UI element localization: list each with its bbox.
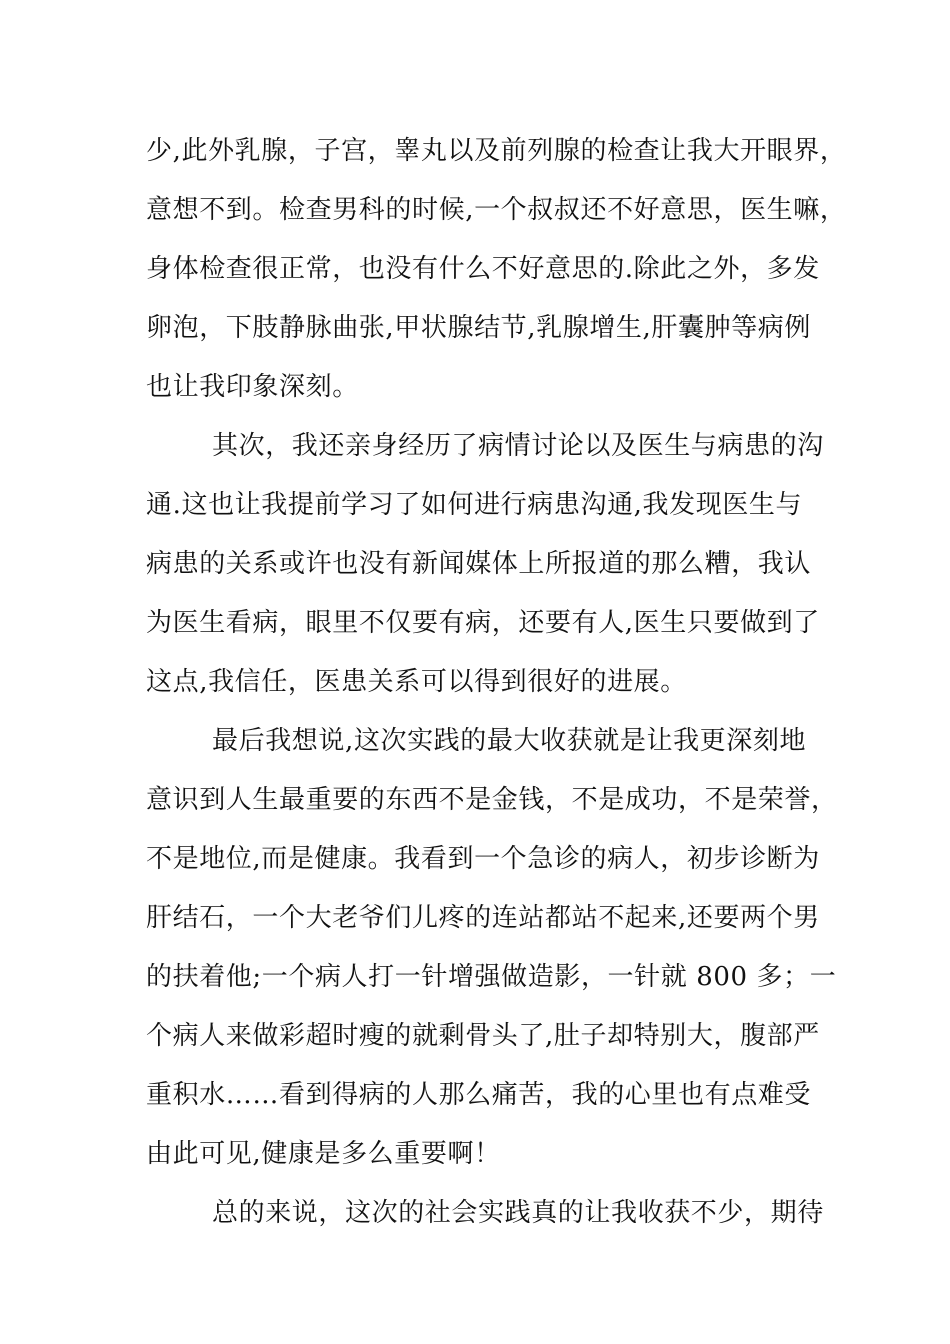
text-line: 由此可见,健康是多么重要啊！ (146, 1139, 501, 1169)
text-line: 为医生看病，眼里不仅要有病，还要有人,医生只要做到了 (146, 608, 820, 638)
text-line: 这点,我信任，医患关系可以得到很好的进展。 (146, 667, 687, 697)
paragraph-first-line: 最后我想说,这次实践的最大收获就是让我更深刻地 (212, 726, 807, 756)
text-line: 意识到人生最重要的东西不是金钱，不是成功，不是荣誉， (146, 785, 838, 815)
text-line: 身体检查很正常，也没有什么不好意思的.除此之外，多发 (146, 254, 820, 284)
text-line: 意想不到。检查男科的时候,一个叔叔还不好意思，医生嘛， (146, 195, 847, 225)
text-line: 肝结石，一个大老爷们儿疼的连站都站不起来,还要两个男 (146, 903, 820, 933)
text-line: 少,此外乳腺，子宫，睾丸以及前列腺的检查让我大开眼界， (146, 136, 847, 166)
text-line: 不是地位,而是健康。我看到一个急诊的病人，初步诊断为 (146, 844, 820, 874)
document-body (146, 127, 847, 1248)
text-line: 通.这也让我提前学习了如何进行病患沟通,我发现医生与 (146, 490, 803, 520)
text-line: 重积水……看到得病的人那么痛苦，我的心里也有点难受 (146, 1080, 812, 1110)
text-line: 病患的关系或许也没有新闻媒体上所报道的那么糟，我认 (146, 549, 812, 579)
paragraph-first-line: 总的来说，这次的社会实践真的让我收获不少，期待 (212, 1198, 824, 1228)
paragraph-first-line: 其次，我还亲身经历了病情讨论以及医生与病患的沟 (212, 431, 824, 461)
text-line: 也让我印象深刻。 (146, 372, 359, 402)
text-line: 的扶着他;一个病人打一针增强做造影，一针就 800 多；一 (146, 962, 837, 992)
text-line: 个病人来做彩超时瘦的就剩骨头了,肚子却特别大，腹部严 (146, 1021, 820, 1051)
text-line: 卵泡，下肢静脉曲张,甲状腺结节,乳腺增生,肝囊肿等病例 (146, 313, 811, 343)
